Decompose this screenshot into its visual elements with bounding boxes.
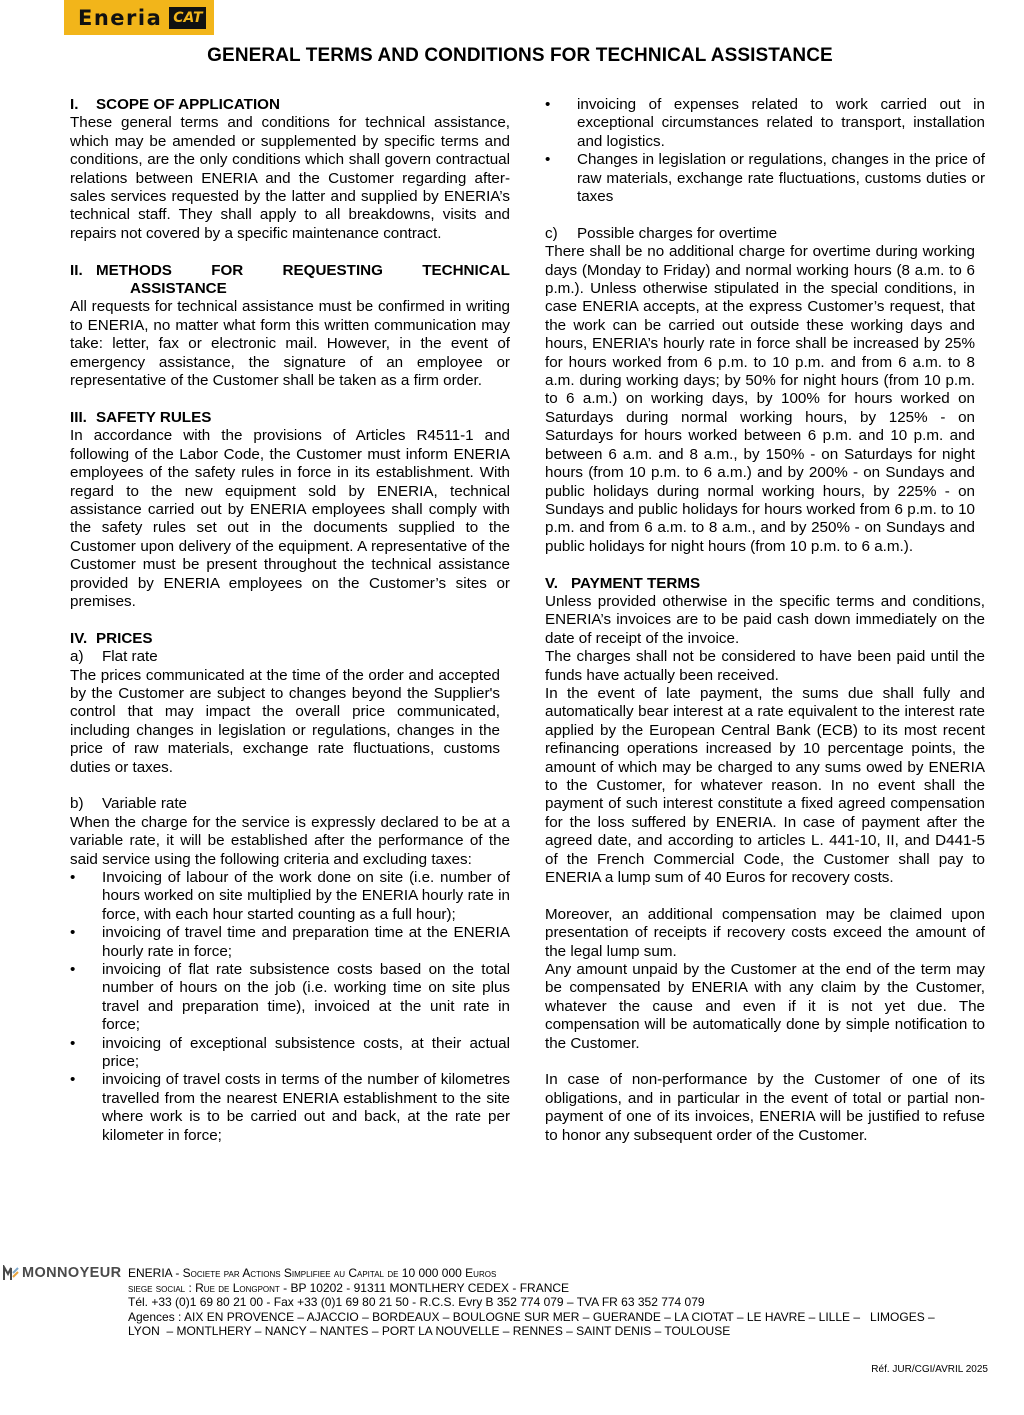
list-item: • invoicing of travel costs in terms of the number of kilometres travelled from the nearest ENERIA establishment to the site where work is to be carried out and back, at the rate per kilometer in force; [70,1071,510,1144]
section-3-body: In accordance with the provisions of Articles R4511-1 and following of the Labor Code, the Customer must inform ENERIA employees of the safety rules in force in its establishment. With regard to the new equipment sold by ENERIA, technical assistance carried out by ENERIA employees shall comply with the safety rules set out in the documents supplied to the Customer upon delivery of the equipment. A representative of the Customer must be present throughout the technical assistance provided by ENERIA employees on the Customer’s sites or premises. [70,427,510,610]
monnoyeur-logo [3,1265,121,1281]
footer-agencies-2: LYON – MONTLHERY – NANCY – NANTES – PORT LA NOUVELLE – RENNES – SAINT DENIS – TOULOUSE [128,1324,731,1339]
section-2-heading: II. METHODS FOR REQUESTING TECHNICAL [70,261,510,279]
section-5-para-5: Any amount unpaid by the Customer at the end of the term may be compensated by ENERIA with any claim by the Customer, whatever the cause and even if it is not yet due. The compensation will be automatically done by simple notification to the Customer. [545,961,985,1052]
list-item: • invoicing of exceptional subsistence costs, at their actual price; [70,1034,510,1071]
right-column [545,96,985,1145]
document-title: GENERAL TERMS AND CONDITIONS FOR TECHNICAL ASSISTANCE [207,45,833,66]
section-4-heading: IV. PRICES [70,629,153,647]
logo-brand-text: Eneria [78,5,163,30]
footer-company: ENERIA - Societe par Actions Simplifiee au Capital de 10 000 000 Euros [128,1266,497,1280]
subsection-c-heading: c) Possible charges for overtime [545,224,778,242]
footer-address: siege social : Rue de Longpont - BP 10202 - 91311 MONTLHERY CEDEX - FRANCE [128,1280,570,1295]
section-2-body: All requests for technical assistance must be confirmed in writing to ENERIA, no matter what form this written communication may take: letter, fax or electronic mail. However, in the event of emergency assistance, the signature of an employee or representative of the Customer shall be taken as a firm order. [70,298,510,390]
section-5-para-2: The charges shall not be considered to have been paid until the funds have actually been received. [545,648,985,684]
list-item: • invoicing of expenses related to work carried out in exceptional circumstances related to transport, installation and logistics. [545,96,985,150]
document-reference: Réf. JUR/CGI/AVRIL 2025 [871,1364,988,1375]
section-1-body: These general terms and conditions for technical assistance, which may be amended or supplemented by specific terms and conditions, are the only conditions which shall govern contractual relations between ENERIA and the Customer regarding after-sales services requested by the latter and supplied by ENERIA’s technical staff. They shall apply to all breakdowns, visits and repairs not covered by a specific maintenance contract. [70,114,510,242]
list-item: • invoicing of flat rate subsistence costs based on the total number of hours on the job (i.e. working time on site plus travel and preparation time), invoiced at the unit rate in force; [70,961,510,1034]
monnoyeur-mark-icon [3,1265,19,1281]
subsection-b-body: When the charge for the service is expressly declared to be at a variable rate, it will be established after the performance of the said service using the following criteria and excluding taxes: [70,813,510,868]
section-5-para-1: Unless provided otherwise in the specific terms and conditions, ENERIA’s invoices are to be paid cash down immediately on the date of receipt of the invoice. [545,592,985,647]
footer-agencies-1: Agences : AIX EN PROVENCE – AJACCIO – BORDEAUX – BOULOGNE SUR MER – GUERANDE – LA CIOTAT – LE HAVRE – LILLE – LIMOGES – [128,1309,935,1324]
monnoyeur-logo-text: MONNOYEUR [22,1265,122,1281]
list-item: • Invoicing of labour of the work done on site (i.e. number of hours worked on site multiplied by the ENERIA hourly rate in force, with each hour started counting as a full hour); [70,869,510,923]
section-3-heading: III. SAFETY RULES [70,408,212,426]
section-5-para-6: In case of non-performance by the Customer of one of its obligations, and in particular in the event of total or partial non-payment of one of its invoices, ENERIA will be justified to refuse to honor any subsequent order of the Customer. [545,1071,985,1144]
criteria-list-continued [545,96,985,206]
subsection-a-body: The prices communicated at the time of the order and accepted by the Customer are subject to changes beyond the Supplier's control that may impact the overall price communicated, including changes in legislation or regulations, changes in the price of raw materials, exchange rate fluctuations, customs duties or taxes. [70,666,500,776]
section-2-heading-cont: ASSISTANCE [130,280,227,298]
list-item: • invoicing of travel time and preparation time at the ENERIA hourly rate in force; [70,924,510,960]
criteria-list [70,869,510,1145]
list-item: • Changes in legislation or regulations, changes in the price of raw materials, exchange rate fluctuations, customs duties or taxes [545,151,985,206]
footer-contact: Tél. +33 (0)1 69 80 21 00 - Fax +33 (0)1 69 80 21 50 - R.C.S. Evry B 352 774 079 – TVA FR 63 352 774 079 [128,1295,705,1310]
footer-info [128,1266,988,1339]
section-5-para-3: In the event of late payment, the sums due shall fully and automatically bear interest at a rate equivalent to the interest rate applied by the European Central Bank (ECB) to its most recent refinancing operations increased by 10 percentage points, the amount of which may be charged to any sums owed by ENERIA to the Customer, for whatever reason. In no event shall the payment of such interest constitute a fixed agreed compensation for the loss suffered by ENERIA. In case of payment after the agreed date, and according to articles L. 441-10, II, and D441-5 of the French Commercial Code, the Customer shall pay to ENERIA a lump sum of 40 Euros for recovery costs. [545,684,985,887]
section-5-para-4: Moreover, an additional compensation may be claimed upon presentation of receipts if recovery costs exceed the amount of the legal lump sum. [545,905,985,960]
eneria-cat-logo [64,0,214,35]
section-5-heading: V. PAYMENT TERMS [545,574,701,592]
section-1-heading: I. SCOPE OF APPLICATION [70,96,280,113]
logo-cat-badge: CAT [169,7,205,29]
subsection-b-heading: b) Variable rate [70,795,187,813]
subsection-a-heading: a) Flat rate [70,648,158,666]
left-column [70,96,510,1145]
subsection-c-body: There shall be no additional charge for overtime during working days (Monday to Friday) and normal working hours (8 a.m. to 6 p.m.). Unless otherwise stipulated in the special conditions, in case ENERIA accepts, at the express Customer’s request, that the work can be carried out outside these working days and hours, ENERIA’s hourly rate in force shall be increased by 25% for hours worked from 6 p.m. to 10 p.m. and from 6 a.m. to 8 a.m. during working days; by 50% for night hours (from 10 p.m. to 6 a.m.) on working days, by 100% for hours worked on Saturdays during normal working hours, by 125% - on Saturdays for hours worked between 6 p.m. and 10 p.m. and between 6 a.m. and 8 a.m., by 150% - on Saturdays for night hours (from 10 p.m. to 6 a.m.) and by 200% - on Sundays and public holidays during normal working hours, by 225% - on Sundays and public holidays for hours worked from 6 p.m. to 10 p.m. and from 6 a.m. to 8 a.m., and by 250% - on Sundays and public holidays for night hours (from 10 p.m. to 6 a.m.). [545,243,975,555]
